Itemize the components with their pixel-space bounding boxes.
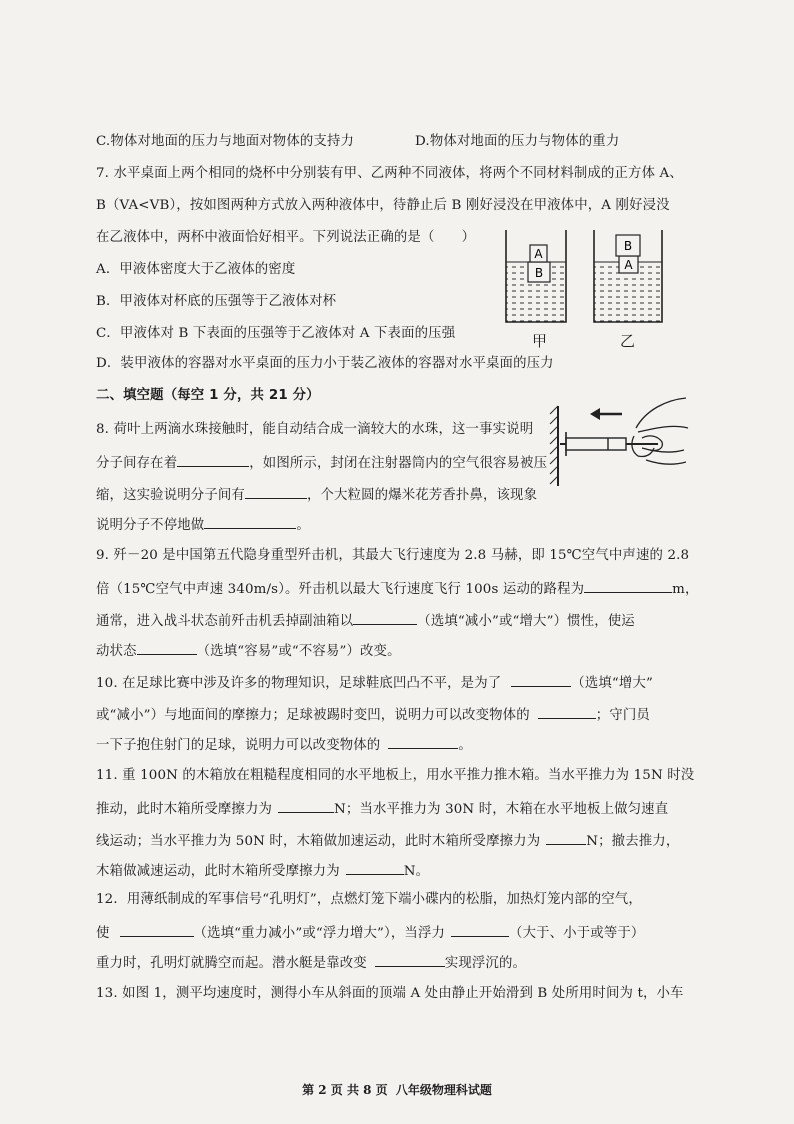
q9-line4-text-a: 动状态: [96, 644, 137, 659]
page-footer: [0, 1081, 794, 1098]
q12-line2-text-a: 使: [96, 926, 110, 941]
q8-line4-text-a: 说明分子不停地做: [96, 518, 205, 533]
q6-option-d: D.物体对地面的压力与物体的重力: [415, 134, 620, 149]
q10-blank-3[interactable]: [388, 734, 458, 749]
q7-option-c: C．甲液体对 B 下表面的压强等于乙液体对 A 下表面的压强: [96, 326, 456, 341]
q9-line4: [96, 640, 401, 662]
q8-blank-1[interactable]: [177, 452, 249, 467]
q11-line2-text-b: N；当水平推力为 30N 时，木箱在水平地板上做匀速直: [334, 802, 669, 817]
q7-stem-line1: 7. 水平桌面上两个相同的烧杯中分别装有甲、乙两种不同液体，将两个不同材料制成的正方体 A、: [96, 166, 683, 181]
q11-line2: [96, 798, 668, 820]
syringe-figure: [546, 388, 696, 488]
q8-line3-text-b: ，个大粒圆的爆米花芳香扑鼻，该现象: [306, 488, 538, 503]
q9-line2-text-a: 倍（15℃空气中声速 340m/s）。歼击机以最大飞行速度飞行 100s 运动的路程为: [96, 582, 585, 597]
q10-line3-text-a: 一下子抱住射门的足球，说明力可以改变物体的: [96, 738, 381, 753]
q11-line1: 11. 重 100N 的木箱放在粗糙程度相同的水平地板上，用水平推力推木箱。当水平推力为 15N 时没: [96, 768, 695, 783]
q12-line3: [96, 952, 526, 974]
page-number: 第 2 页 共 8 页: [302, 1083, 388, 1097]
beaker-right: [594, 230, 662, 322]
q12-line1: 12．用薄纸制成的军事信号“孔明灯”，点燃灯笼下端小碟内的松脂，加热灯笼内部的空气，: [96, 892, 642, 907]
q7-option-d: D．装甲液体的容器对水平桌面的压力小于装乙液体的容器对水平桌面的压力: [96, 356, 554, 371]
q12-line2-text-b: （选填“重力减小”或“浮力增大”），当浮力: [193, 926, 446, 941]
q8-blank-3[interactable]: [204, 514, 296, 529]
q7-option-a: A．甲液体密度大于乙液体的密度: [96, 262, 296, 277]
q11-blank-1[interactable]: [278, 798, 334, 813]
q12-blank-3[interactable]: [375, 952, 445, 967]
q12-blank-1[interactable]: [120, 922, 194, 937]
block-b-left-label: B: [534, 266, 544, 280]
q12-blank-2[interactable]: [451, 922, 509, 937]
q9-line2: [96, 578, 699, 600]
q8-blank-2[interactable]: [245, 484, 307, 499]
q8-line2-text-a: 分子间存在着: [96, 456, 178, 471]
q8-line1: 8. 荷叶上两滴水珠接触时，能自动结合成一滴较大的水珠，这一事实说明: [96, 422, 534, 437]
q10-line2-text-a: 或“减小”）与地面间的摩擦力；足球被踢时变凹，说明力可以改变物体的: [96, 708, 530, 723]
q10-line3-text-b: 。: [458, 738, 472, 753]
beaker-figure: [496, 222, 676, 332]
q9-line4-text-b: （选填“容易”或“不容易”）改变。: [196, 644, 401, 659]
q9-blank-3[interactable]: [137, 640, 197, 655]
q9-line3: [96, 610, 635, 632]
q8-line3-text-a: 缩，这实验说明分子间有: [96, 488, 245, 503]
q11-line4-text-b: N。: [403, 864, 430, 879]
q10-line1: [96, 672, 653, 694]
exam-subject: 八年级物理科试题: [395, 1083, 492, 1097]
q11-blank-2[interactable]: [546, 830, 586, 845]
q9-blank-2[interactable]: [353, 610, 417, 625]
q7-stem-line2: B（VA<VB），按如图两种方式放入两种液体中，待静止后 B 刚好浸没在甲液体中，A 刚好浸没: [96, 198, 670, 213]
q10-line1-text-b: （选填“增大”: [571, 676, 653, 691]
q12-line3-text-a: 重力时，孔明灯就腾空而起。潜水艇是靠改变: [96, 956, 367, 971]
section-2-heading: 二、填空题（每空 1 分，共 21 分）: [96, 388, 320, 403]
q12-line2: [96, 922, 644, 944]
beaker-label-yi: 乙: [620, 332, 636, 350]
q10-line2-text-b: ；守门员: [595, 708, 650, 723]
q11-line4-text-a: 木箱做减速运动，此时木箱所受摩擦力为: [96, 864, 340, 879]
q11-line3-text-a: 线运动；当水平推力为 50N 时，木箱做加速运动，此时木箱所受摩擦力为: [96, 834, 541, 849]
beaker-left: [506, 230, 566, 322]
block-b-right-label: B: [623, 239, 633, 253]
q10-line1-text-a: 10. 在足球比赛中涉及许多的物理知识，足球鞋底凹凸不平，是为了: [96, 676, 502, 691]
q10-line2: [96, 704, 650, 726]
q9-line2-text-b: m，: [672, 582, 699, 597]
q8-line2-text-b: ，如图所示，封闭在注射器筒内的空气很容易被压: [249, 456, 548, 471]
q11-line4: [96, 860, 429, 882]
q11-blank-3[interactable]: [346, 860, 404, 875]
q11-line3: [96, 830, 679, 852]
block-a-left-label: A: [534, 247, 543, 261]
q6-option-c: C.物体对地面的压力与地面对物体的支持力: [96, 134, 355, 149]
q7-option-b: B．甲液体对杯底的压强等于乙液体对杯: [96, 294, 337, 309]
q9-line3-text-a: 通常，进入战斗状态前歼击机丢掉副油箱以: [96, 614, 354, 629]
q13-line1: 13. 如图 1，测平均速度时，测得小车从斜面的顶端 A 处由静止开始滑到 B 处所用时间为 t，小车: [96, 986, 684, 1001]
block-a-right-label: A: [624, 258, 633, 272]
q9-line1: 9. 歼－20 是中国第五代隐身重型歼击机，其最大飞行速度为 2.8 马赫，即 15℃空气中声速的 2.8: [96, 548, 690, 563]
q11-line3-text-b: N；撤去推力，: [586, 834, 680, 849]
q11-line2-text-a: 推动，此时木箱所受摩擦力为: [96, 802, 273, 817]
q12-line2-text-c: （大于、小于或等于）: [509, 926, 645, 941]
q8-line2: [96, 452, 547, 474]
q8-line4-text-b: 。: [296, 518, 310, 533]
beaker-label-jia: 甲: [532, 332, 548, 350]
q10-blank-2[interactable]: [538, 704, 596, 719]
q8-line3: [96, 484, 537, 506]
q9-blank-1[interactable]: [584, 578, 672, 593]
q10-blank-1[interactable]: [511, 672, 571, 687]
q9-line3-text-b: （选填“减小”或“增大”）惯性，使运: [417, 614, 635, 629]
q8-line4: [96, 514, 310, 536]
q10-line3: [96, 734, 472, 756]
q7-stem-line3: 在乙液体中，两杯中液面恰好相平。下列说法正确的是（ ）: [96, 230, 476, 245]
q12-line3-text-b: 实现浮沉的。: [444, 956, 527, 971]
